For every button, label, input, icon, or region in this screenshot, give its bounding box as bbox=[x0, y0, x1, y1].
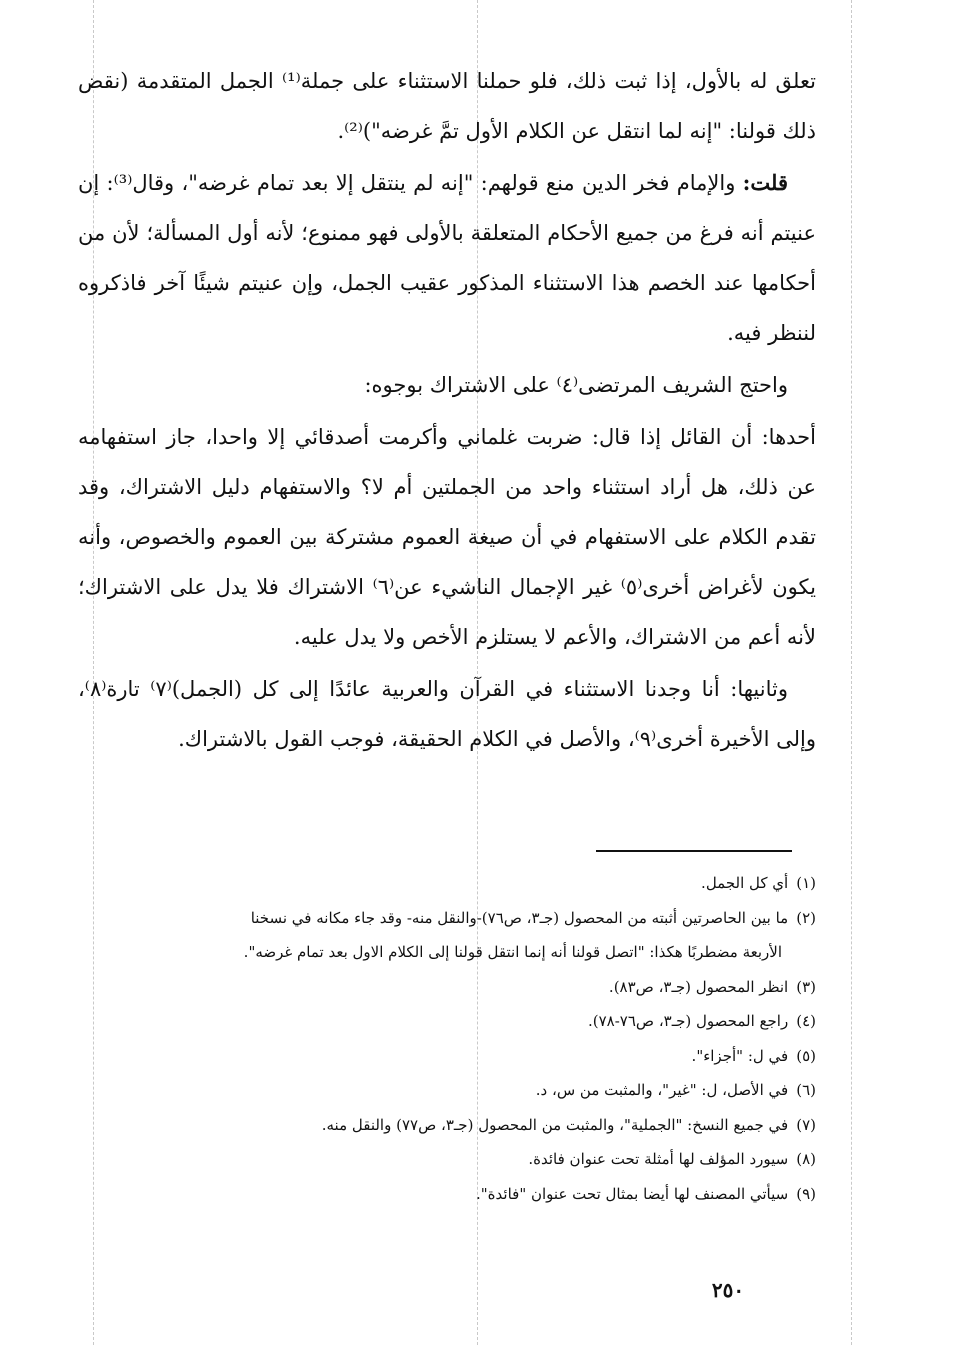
paragraph-1: تعلق له بالأول، إذا ثبت ذلك، فلو حملنا الاستثناء على جملة⁽¹⁾ الجمل المتقدمة (نقض ذلك قولنا: "إنه لما انتقل عن الكلام الأول تمَّ غرضه")⁽²⁾. bbox=[78, 69, 816, 143]
footnote-text: ما بين الحاصرتين أثبته من المحصول (جـ٣، ص٧٦)-والنقل منه- وقد جاء مكانه في نسخنا bbox=[250, 908, 789, 927]
footnote-number: (٧) bbox=[796, 1115, 816, 1134]
footnote-1 bbox=[78, 866, 816, 901]
footnote-divider bbox=[596, 850, 792, 852]
paragraph-4: أحدها: أن القائل إذا قال: ضربت غلماني وأكرمت أصدقائي إلا واحدا، جاز استفهامه عن ذلك، هل أراد استثناء واحد من الجملتين أم لا؟ والاستفهام دليل الاشتراك، وقد تقدم الكلام على الاستفهام في أن صيغة العموم مشتركة بين العموم والخصوص، وأنه يكون لأغراض أخرى⁽٥⁾ غير الإجمال الناشيء عن⁽٦⁾ الاشتراك فلا يدل على الاشتراك؛ لأنه أعم من الاشتراك، والأعم لا يستلزم الأخص ولا يدل عليه. bbox=[78, 425, 816, 649]
paragraph-2-lead: قلت: bbox=[742, 170, 788, 195]
footnote-7 bbox=[78, 1108, 816, 1143]
paragraph-3: واحتج الشريف المرتضى⁽٤⁾ على الاشتراك بوجوه: bbox=[364, 373, 788, 397]
footnote-number: (٣) bbox=[796, 977, 816, 996]
page-number: ٢٥٠ bbox=[711, 1278, 745, 1302]
footnote-number: (٦) bbox=[796, 1081, 816, 1099]
footnote-3 bbox=[78, 970, 816, 1005]
footnote-6 bbox=[78, 1073, 816, 1108]
margin-guide-right bbox=[851, 0, 852, 1345]
paragraph-5: وثانيها: أنا وجدنا الاستثناء في القرآن والعربية عائدًا إلى كل (الجمل)⁽٧⁾ تارة⁽٨⁾، وإلى الأخيرة أخرى⁽٩⁾، والأصل في الكلام الحقيقة، فوجب القول بالاشتراك. bbox=[78, 677, 816, 751]
footnote-number: (٨) bbox=[796, 1150, 816, 1168]
footnote-text: سيورد المؤلف لها أمثلة تحت عنوان فائدة. bbox=[528, 1150, 789, 1168]
footnote-5 bbox=[78, 1039, 816, 1074]
footnote-text: أي كل الجمل. bbox=[701, 874, 789, 892]
main-text bbox=[78, 56, 816, 766]
footnote-2-continuation: الأربعة مضطربًا هكذا: "اتصل قولنا أنه إنما انتقل قولنا إلى الكلام الاول بعد تمام غرضه". bbox=[243, 943, 782, 961]
footnote-8 bbox=[78, 1142, 816, 1177]
footnote-number: (١) bbox=[796, 874, 816, 892]
footnote-text: انظر المحصول (جـ٣، ص٨٣). bbox=[608, 977, 789, 996]
footnote-text: في ل: "أجزاء". bbox=[691, 1046, 789, 1065]
paragraph-2 bbox=[78, 158, 816, 358]
footnote-number: (٢) bbox=[796, 908, 816, 927]
footnote-2 bbox=[78, 901, 816, 936]
footnote-text: سيأتي المصنف لها أيضا بمثال تحت عنوان "فائدة". bbox=[476, 1184, 789, 1203]
footnote-text: في الأصل، ل: "غير"، والمثبت من س، د. bbox=[535, 1081, 789, 1099]
footnote-text: في جميع النسخ: "الجملية"، والمثبت من المحصول (جـ٣، ص٧٧) والنقل منه. bbox=[321, 1115, 789, 1134]
footnote-9 bbox=[78, 1177, 816, 1212]
paragraph-2-text: والإمام فخر الدين منع قولهم: "إنه لم ينتقل إلا بعد تمام غرضه"، وقال⁽³⁾: إن عنيتم أنه فرغ من جميع الأحكام المتعلقة بالأولى فهو ممنوع؛ لأنه أول المسألة؛ لأن من أحكامها عند الخصم هذا الاستثناء المذكور عقيب الجمل، وإن عنيتم شيئًا آخر فاذكروه لننظر فيه. bbox=[78, 171, 816, 345]
footnote-number: (٤) bbox=[796, 1012, 816, 1030]
footnotes bbox=[78, 866, 816, 1211]
footnote-4 bbox=[78, 1004, 816, 1039]
footnote-text: راجع المحصول (جـ٣، ص٧٦-٧٨). bbox=[587, 1012, 789, 1030]
footnote-number: (٥) bbox=[796, 1046, 816, 1065]
footnote-number: (٩) bbox=[796, 1184, 816, 1203]
